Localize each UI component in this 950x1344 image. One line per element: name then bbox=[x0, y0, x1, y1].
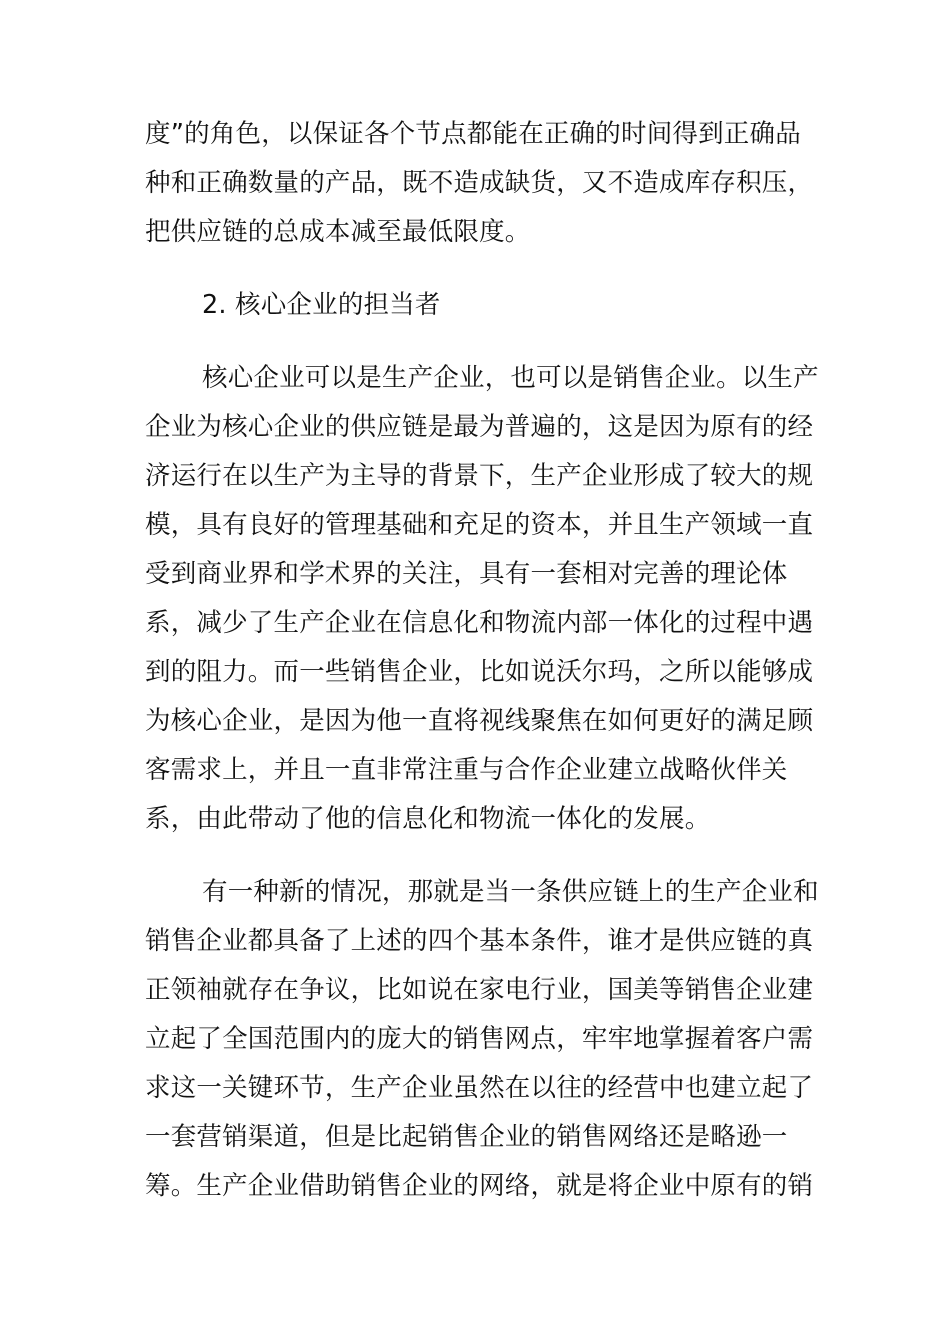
text-line: 客需求上，并且一直非常注重与合作企业建立战略伙伴关 bbox=[145, 755, 788, 785]
text-line: 企业为核心企业的供应链是最为普遍的，这是因为原有的经 bbox=[145, 412, 814, 442]
text-line: 度”的角色，以保证各个节点都能在正确的时间得到正确品 bbox=[145, 119, 801, 149]
text-line: 一套营销渠道，但是比起销售企业的销售网络还是略逊一 bbox=[145, 1122, 788, 1152]
text-line: 有一种新的情况，那就是当一条供应链上的生产企业和 bbox=[202, 877, 819, 907]
text-line: 筹。生产企业借助销售企业的网络，就是将企业中原有的销 bbox=[145, 1171, 814, 1201]
text-line: 受到商业界和学术界的关注，具有一套相对完善的理论体 bbox=[145, 559, 788, 589]
text-line: 求这一关键环节，生产企业虽然在以往的经营中也建立起了 bbox=[145, 1073, 814, 1103]
section-heading: 2. 核心企业的担当者 bbox=[202, 290, 441, 320]
text-line: 为核心企业，是因为他一直将视线聚焦在如何更好的满足顾 bbox=[145, 706, 814, 736]
text-line: 销售企业都具备了上述的四个基本条件，谁才是供应链的真 bbox=[145, 926, 814, 956]
text-line: 种和正确数量的产品，既不造成缺货，又不造成库存积压， bbox=[145, 168, 814, 198]
text-line: 核心企业可以是生产企业，也可以是销售企业。以生产 bbox=[202, 363, 819, 393]
text-line: 模，具有良好的管理基础和充足的资本，并且生产领域一直 bbox=[145, 510, 814, 540]
text-line: 系，减少了生产企业在信息化和物流内部一体化的过程中遇 bbox=[145, 608, 814, 638]
text-line: 正领袖就存在争议，比如说在家电行业，国美等销售企业建 bbox=[145, 975, 814, 1005]
text-line: 济运行在以生产为主导的背景下，生产企业形成了较大的规 bbox=[145, 461, 814, 491]
text-line: 把供应链的总成本减至最低限度。 bbox=[145, 217, 531, 247]
text-line: 系，由此带动了他的信息化和物流一体化的发展。 bbox=[145, 804, 711, 834]
text-line: 到的阻力。而一些销售企业，比如说沃尔玛，之所以能够成 bbox=[145, 657, 814, 687]
text-line: 立起了全国范围内的庞大的销售网点，牢牢地掌握着客户需 bbox=[145, 1024, 814, 1054]
